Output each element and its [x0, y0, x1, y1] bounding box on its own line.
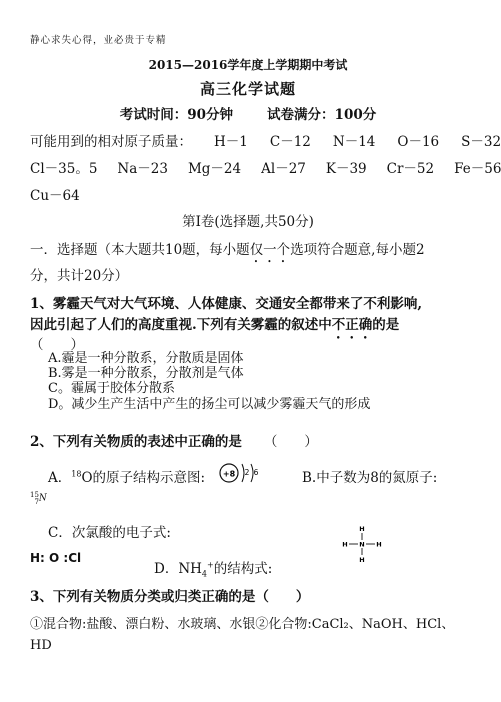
- exam-title: 2015—2016学年度上学期期中考试: [148, 58, 348, 72]
- subject-title: 高三化学试题: [199, 80, 296, 98]
- q2-option-d-label: D．NH: [154, 561, 202, 577]
- header-motto: 静心求失心得，业必贵于专精: [30, 35, 167, 46]
- nh4-atom: N: [359, 540, 365, 549]
- atomic-mass-item: H－1: [214, 134, 248, 150]
- atomic-mass-item: Cl－35。5: [30, 161, 98, 177]
- atomic-mass-row-2: [30, 157, 501, 177]
- exam-time: 考试时间：90分钟: [119, 107, 234, 123]
- section-instructions-line-2: 分，共计20分）: [30, 268, 129, 284]
- q1-stem-line-2: [30, 313, 399, 342]
- q2-option-a-text: O的原子结构示意图:: [81, 470, 206, 486]
- atomic-mass-item: S－32: [461, 134, 501, 150]
- oxygen-atom-diagram: [218, 456, 264, 488]
- atom-shell-2-count: 6: [253, 468, 259, 477]
- section-text: 选项符合题意,每小题2: [290, 242, 425, 258]
- q3-line-2: HD: [30, 638, 52, 653]
- q3-line-1: ①混合物:盐酸、漂白粉、水玻璃、水银②化合物:CaCl₂、NaOH、HCl、: [30, 617, 455, 632]
- q1-stem-line-1: 1、雾霾天气对大气环境、人体健康、交通安全都带来了不利影响,: [30, 296, 423, 312]
- q1-option-b: B.雾是一种分散系，分散剂是气体: [48, 366, 244, 381]
- hclo-electron-formula: H: O :Cl: [30, 551, 82, 565]
- q1-emphasis: 不正确: [331, 317, 373, 333]
- q1-answer-bracket: （ ）: [30, 337, 84, 353]
- q1-option-d: D。减少生产生活中产生的扬尘可以减少雾霾天气的形成: [48, 397, 371, 412]
- q1-text: 因此引起了人们的高度重视.下列有关雾霾的叙述中: [30, 317, 332, 333]
- atom-shell-1-count: 2: [244, 468, 250, 477]
- atomic-mass-item: Cu－64: [30, 188, 80, 204]
- q2-option-d: [154, 557, 272, 579]
- q2-nuclide-notation: [30, 492, 47, 506]
- atomic-mass-item: K－39: [325, 161, 367, 177]
- q2-option-a-label: A．: [48, 470, 72, 486]
- exam-info: [0, 103, 496, 123]
- nh4-atom: H: [376, 540, 382, 549]
- nh4-atom: H: [342, 540, 348, 549]
- part-title: 第Ⅰ卷(选择题,共50分): [182, 214, 314, 230]
- q1-option-c: C。霾属于胶体分散系: [48, 381, 175, 396]
- atomic-mass-item: Fe－56: [454, 161, 501, 177]
- atom-nucleus-label: +8: [222, 469, 236, 479]
- atomic-mass-item: C－12: [269, 134, 311, 150]
- q2-isotope-mass: 18: [71, 469, 82, 479]
- nh4-charge: +: [207, 560, 214, 570]
- atomic-mass-item: Cr－52: [386, 161, 435, 177]
- section-emphasis: 仅一个: [249, 242, 291, 258]
- atomic-mass-item: Na－23: [117, 161, 168, 177]
- atomic-mass-intro: 可能用到的相对原子质量：: [30, 134, 192, 150]
- nh4-subscript: 4: [201, 569, 208, 579]
- q2-answer-bracket: （ ）: [263, 434, 318, 450]
- q1-option-a: A.霾是一种分散系，分散质是固体: [48, 351, 244, 366]
- atomic-mass-item: N－14: [332, 134, 376, 150]
- q1-text: 的是: [372, 317, 400, 333]
- exam-score: 试卷满分：100分: [267, 107, 377, 123]
- nuclide-atomic-number: 7: [34, 498, 39, 506]
- section-text: 一．选择题（本大题共10题，每小题: [30, 242, 250, 258]
- q2-option-d-text: 的结构式:: [213, 561, 273, 577]
- q2-option-c: C．次氯酸的电子式:: [48, 525, 171, 541]
- atomic-mass-item: O－16: [397, 134, 440, 150]
- q2-stem: [30, 430, 318, 450]
- q2-option-a: [48, 466, 205, 486]
- nuclide-symbol: N: [38, 493, 47, 504]
- atomic-mass-row-3: [30, 184, 80, 204]
- atomic-mass-item: Al－27: [261, 161, 306, 177]
- section-instructions-line-1: [30, 238, 425, 266]
- nuclide-mass-number: 15: [30, 491, 39, 499]
- atomic-mass-row-1: [30, 130, 501, 150]
- atomic-mass-item: Mg－24: [187, 161, 242, 177]
- q2-option-b: B.中子数为8的氮原子:: [302, 470, 438, 486]
- ammonium-structure-diagram: [340, 523, 384, 565]
- q3-stem: 3、下列有关物质分类或归类正确的是（ ）: [30, 589, 310, 605]
- q2-stem-text: 2、下列有关物质的表述中正确的是: [30, 434, 242, 450]
- nh4-atom: H: [359, 525, 365, 533]
- nh4-atom: H: [359, 556, 365, 564]
